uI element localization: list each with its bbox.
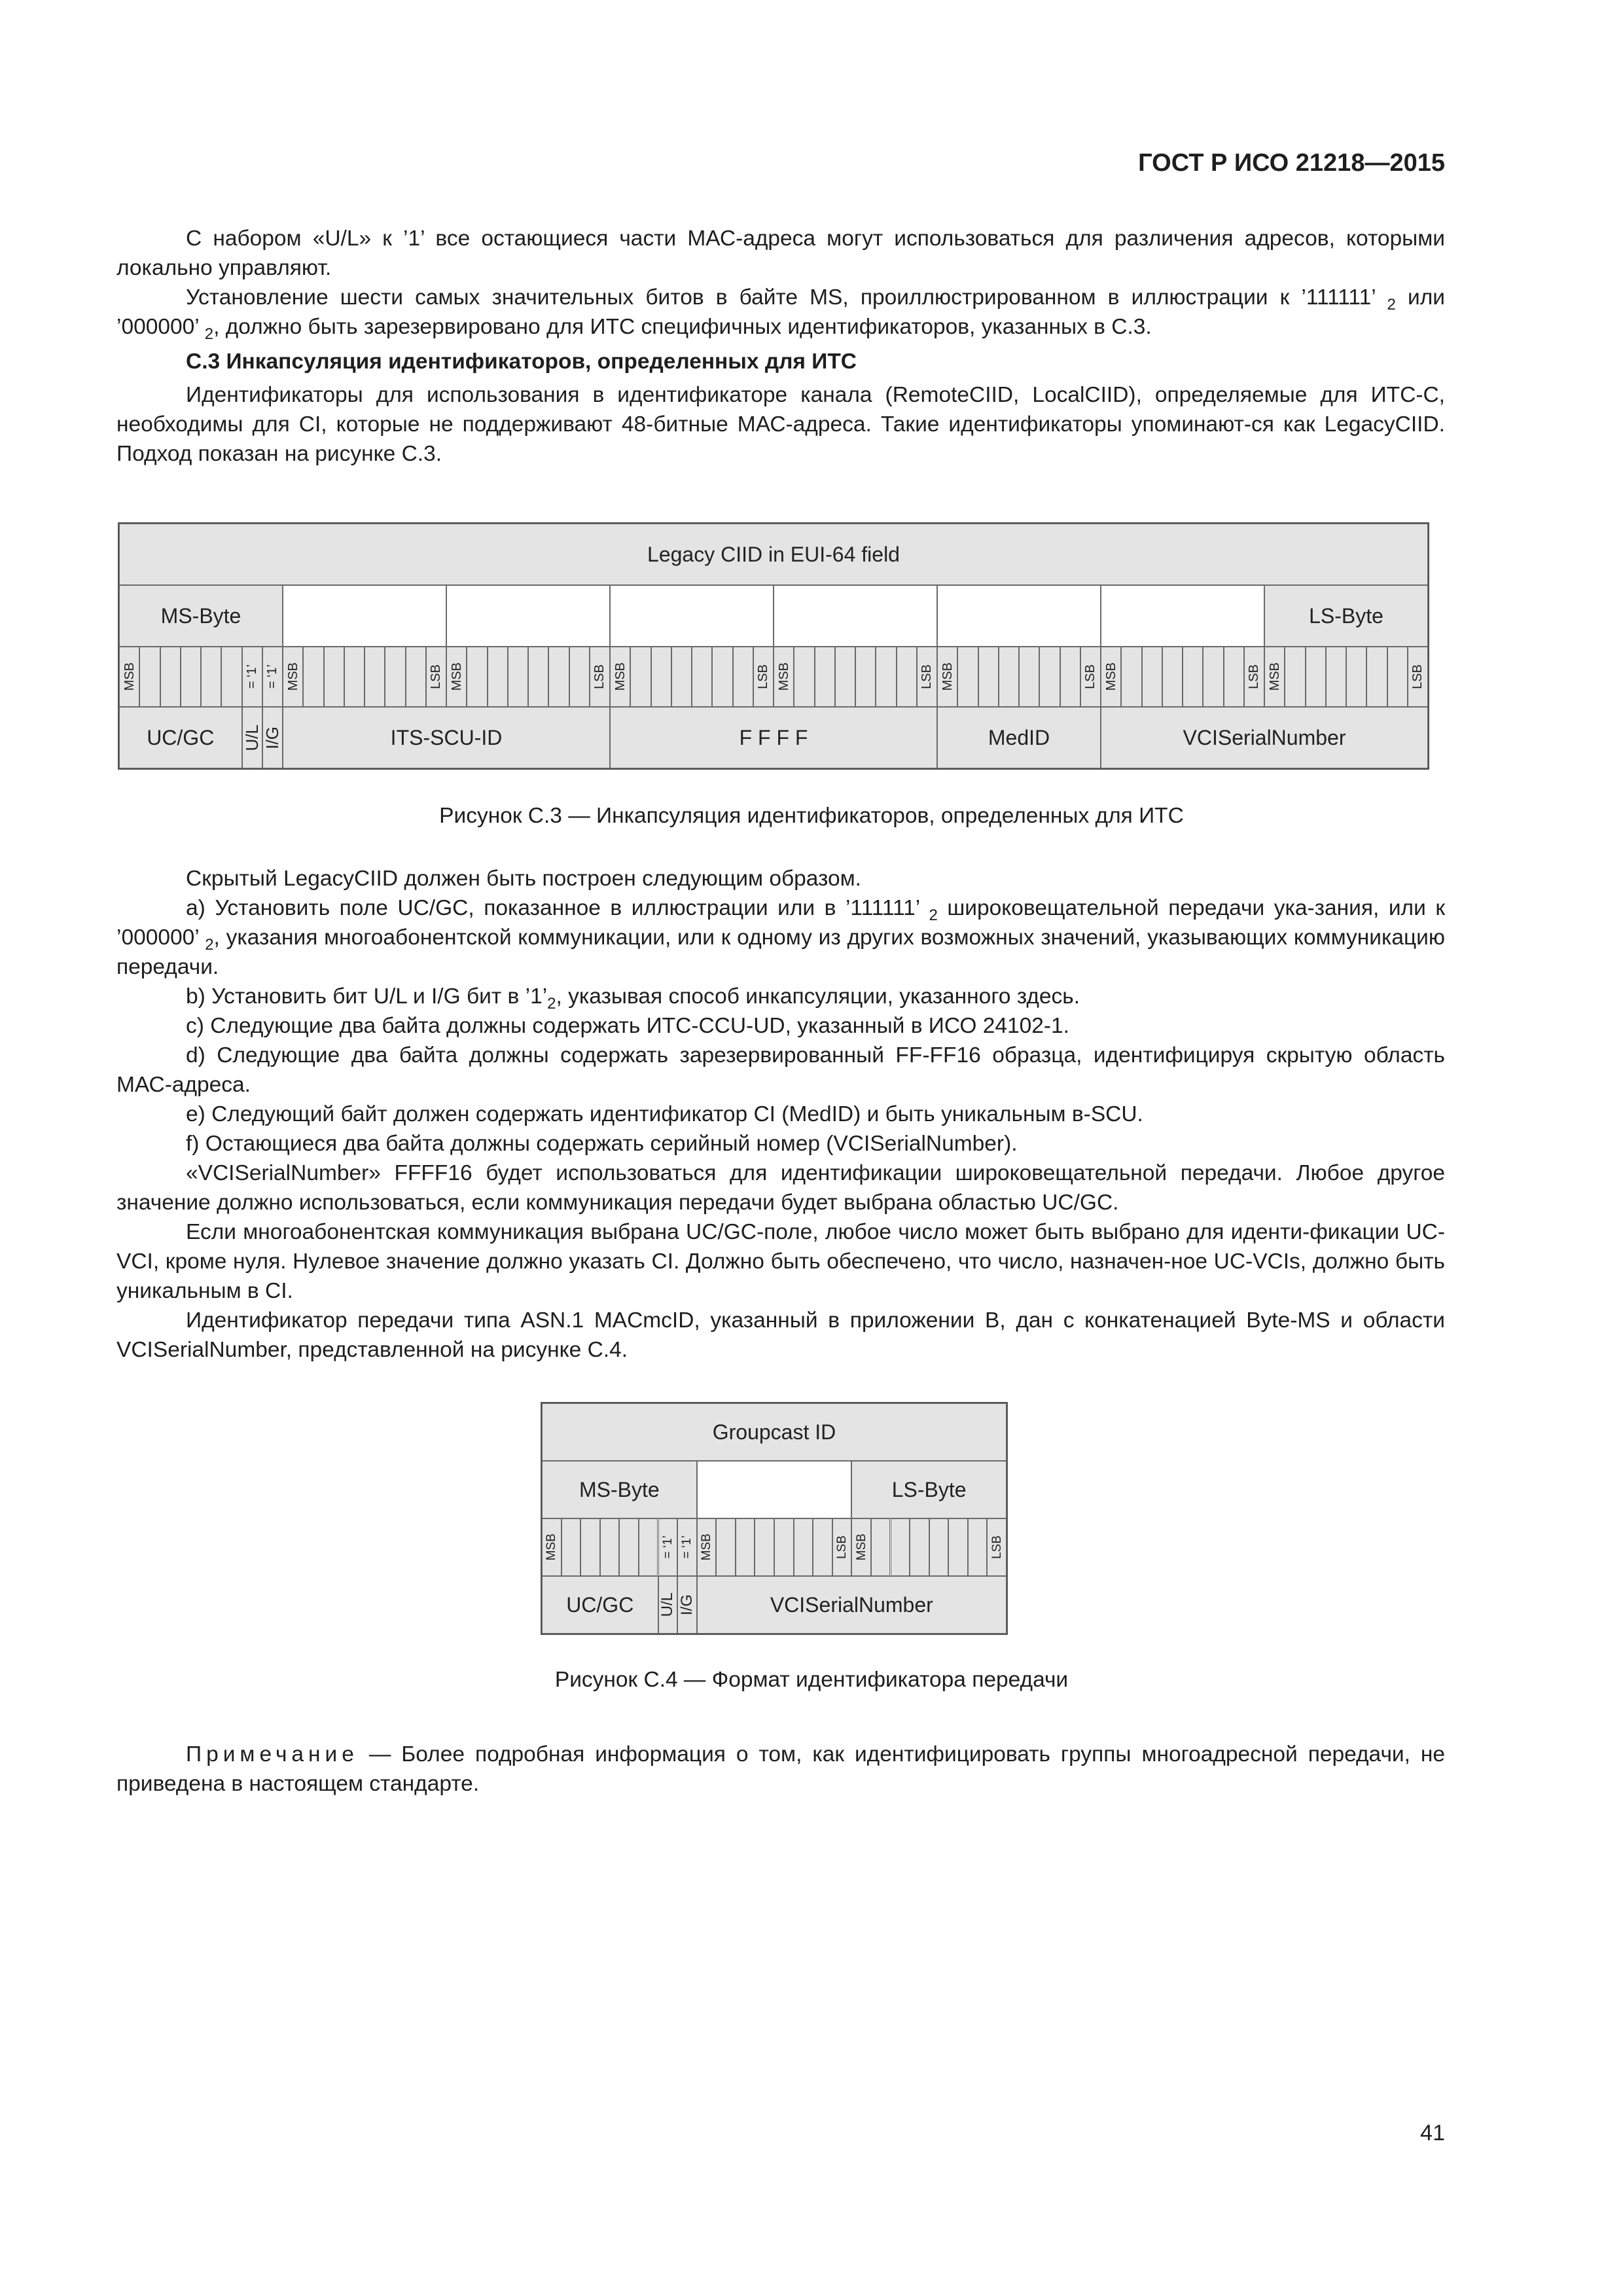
ul-field-label: U/L: [658, 1592, 677, 1617]
byte-cell: [446, 585, 610, 647]
msb-bit-cell: [1264, 647, 1285, 707]
bit-cell: [876, 647, 896, 707]
msb-bit-cell-label: MSB: [1267, 662, 1282, 691]
medid-field-label: MedID: [988, 725, 1050, 749]
lsb-bit-cell: [753, 647, 774, 707]
bit-cell: [1142, 647, 1162, 707]
text-run: , должно быть зарезервировано для ИТС специфичных идентификаторов, указанных в С.3.: [213, 315, 1152, 339]
note: [116, 1740, 1445, 1799]
vci-serial-field: [697, 1576, 1007, 1634]
msb-bit-cell-label: MSB: [854, 1534, 868, 1561]
bit-cell: [794, 647, 814, 707]
list-item: d) Следующие два байта должны содержать зарезервированный FF-FF16 образца, идентифицируя скрытую область МАС-адреса.: [116, 1043, 1445, 1097]
bit-cell: [1203, 647, 1223, 707]
bit-cell: [671, 647, 692, 707]
lsb-bit-cell-label: LSB: [919, 664, 935, 689]
bit-cell: [406, 647, 426, 707]
subscript: 2: [547, 995, 556, 1013]
ig-field-label: I/G: [677, 1594, 696, 1615]
bit-cell: [639, 1518, 658, 1576]
its-scu-id-field: [283, 707, 610, 768]
list-item: f) Остающиеся два байта должны содержать серийный номер (VCISerialNumber).: [186, 1132, 1018, 1156]
bit-cell: [467, 647, 487, 707]
msb-bit-cell: [774, 647, 794, 707]
bit-cell: [774, 1518, 794, 1576]
bit-cell: [1019, 647, 1039, 707]
ig-bit-cell-label: = ‘1’: [265, 664, 280, 689]
bit-cell: [528, 647, 548, 707]
note-block: [116, 1740, 1445, 1799]
bit-cell: [385, 647, 405, 707]
lsb-bit-cell-label: LSB: [592, 664, 607, 689]
lsb-bit-cell-label: LSB: [1083, 664, 1098, 689]
text-run: широковещательной передачи ука-зания, или к ’000000’: [116, 896, 1445, 950]
msb-bit-cell-label: MSB: [699, 1534, 713, 1561]
bit-cell: [488, 647, 508, 707]
bit-cell: [794, 1518, 813, 1576]
paragraph: «VCISerialNumber» FFFF16 будет использоваться для идентификации широковещательной передачи. Любое другое значение должно использоваться, если коммуникация передачи будет выбрана областью UC/GC.: [116, 1161, 1445, 1215]
paragraph: Скрытый LegacyCIID должен быть построен следующим образом.: [186, 867, 861, 891]
ig-bit-cell: [262, 647, 283, 707]
ul-bit-cell: [242, 647, 262, 707]
vci-serial-field-label: VCISerialNumber: [1183, 725, 1346, 749]
bit-cell: [1387, 647, 1408, 707]
ul-bit-cell: [658, 1518, 678, 1576]
msb-bit-cell-label: MSB: [122, 662, 137, 691]
byte-cell: [283, 585, 446, 647]
ul-field: [658, 1576, 678, 1634]
msb-bit-cell: [1101, 647, 1121, 707]
bit-cell: [1366, 647, 1387, 707]
msb-bit-cell: [697, 1518, 717, 1576]
vci-serial-field: [1101, 707, 1428, 768]
lsb-bit-cell-label: LSB: [429, 664, 444, 689]
ms-byte-cell-label: MS-Byte: [160, 603, 241, 628]
lsb-bit-cell-label: LSB: [756, 664, 771, 689]
lsb-bit-cell: [917, 647, 937, 707]
bit-cell: [548, 647, 569, 707]
bit-cell: [1039, 647, 1060, 707]
bit-cell: [835, 647, 855, 707]
bit-cell: [999, 647, 1019, 707]
bit-cell: [1121, 647, 1141, 707]
bit-cell: [1183, 647, 1203, 707]
bit-cell: [651, 647, 671, 707]
msb-bit-cell: [119, 647, 139, 707]
paragraph: С набором «U/L» к ’1’ все остающиеся части МАС-адреса могут использоваться для различения адресов, которыми локально управляют.: [116, 226, 1445, 280]
ls-byte-cell: [851, 1461, 1007, 1518]
bit-cell: [733, 647, 753, 707]
text-run: или ’000000’: [116, 285, 1445, 339]
ucgc-field: [119, 707, 242, 768]
bit-cell: [948, 1518, 968, 1576]
bit-cell: [365, 647, 385, 707]
text-run: b) Установить бит U/L и I/G бит в ’1’: [186, 984, 548, 1009]
byte-cell: [610, 585, 774, 647]
bit-cell: [910, 1518, 929, 1576]
msb-bit-cell: [446, 647, 467, 707]
ucgc-field-label: UC/GC: [147, 725, 215, 749]
note-label: Примечание: [186, 1742, 359, 1767]
ul-field-label: U/L: [242, 724, 262, 751]
msb-bit-cell: [851, 1518, 871, 1576]
bit-cell: [855, 647, 876, 707]
lsb-bit-cell-label: LSB: [835, 1535, 849, 1559]
msb-bit-cell: [542, 1518, 562, 1576]
lsb-bit-cell: [590, 647, 610, 707]
ucgc-field-label: UC/GC: [566, 1592, 634, 1617]
text-run: Установление шести самых значительных битов в байте MS, проиллюстрированном в иллюстрации к ’111111’: [186, 285, 1376, 310]
byte-cell: [697, 1461, 852, 1518]
lsb-bit-cell: [426, 647, 446, 707]
page-number: 41: [1420, 2121, 1445, 2145]
subscript: 2: [929, 906, 938, 924]
msb-bit-cell: [610, 647, 630, 707]
bit-cell: [600, 1518, 620, 1576]
ls-byte-cell: [1264, 585, 1428, 647]
bit-cell: [181, 647, 201, 707]
ig-field: [262, 707, 283, 768]
text-run: , указания многоабонентской коммуникации, или к одному из других возможных значений, указывающих коммуникацию передачи.: [116, 925, 1445, 979]
figure-title-cell-label: Groupcast ID: [712, 1420, 836, 1444]
bit-cell: [755, 1518, 774, 1576]
bit-cell: [871, 1518, 891, 1576]
msb-bit-cell-label: MSB: [449, 662, 464, 691]
ul-bit-cell-label: = ‘1’: [660, 1535, 675, 1559]
bit-cell: [562, 1518, 581, 1576]
figure-title-cell: [119, 524, 1428, 585]
ls-byte-cell-label: LS-Byte: [1309, 603, 1383, 628]
msb-bit-cell: [937, 647, 957, 707]
msb-bit-cell-label: MSB: [544, 1534, 559, 1561]
section-heading: С.3 Инкапсуляция идентификаторов, определенных для ИТС: [186, 350, 857, 374]
lsb-bit-cell-label: LSB: [990, 1535, 1004, 1559]
bit-cell: [815, 647, 835, 707]
body-text-top: [116, 224, 1445, 469]
ul-bit-cell-label: = ‘1’: [245, 664, 260, 689]
bit-cell: [160, 647, 181, 707]
bit-cell: [1326, 647, 1346, 707]
figure-caption: Рисунок С.4 — Формат идентификатора передачи: [554, 1668, 1069, 1692]
bit-cell: [897, 647, 917, 707]
ms-byte-cell: [542, 1461, 697, 1518]
bit-cell: [929, 1518, 949, 1576]
ls-byte-cell-label: LS-Byte: [891, 1477, 967, 1501]
bit-cell: [1346, 647, 1366, 707]
msb-bit-cell-label: MSB: [776, 662, 791, 691]
note-text: — Более подробная информация о том, как идентифицировать группы многоадресной передачи, не приведена в настоящем стандарте.: [116, 1742, 1445, 1796]
vci-serial-field-label: VCISerialNumber: [770, 1592, 933, 1617]
bit-cell: [619, 1518, 639, 1576]
text-run: , указывая способ инкапсуляции, указанного здесь.: [556, 984, 1080, 1009]
lsb-bit-cell: [1408, 647, 1428, 707]
subscript: 2: [205, 936, 214, 954]
lsb-bit-cell: [1080, 647, 1101, 707]
list-item: е) Следующий байт должен содержать идентификатор CI (MedID) и быть уникальным в-SCU.: [186, 1102, 1143, 1126]
bit-cell: [712, 647, 732, 707]
ig-field: [677, 1576, 697, 1634]
ms-byte-cell: [119, 585, 283, 647]
subscript: 2: [204, 325, 214, 343]
bit-cell: [716, 1518, 736, 1576]
figure-caption: Рисунок С.3 — Инкапсуляция идентификаторов, определенных для ИТС: [439, 804, 1184, 828]
list-item: с) Следующие два байта должны содержать ИТС-CCU-UD, указанный в ИСО 24102-1.: [186, 1014, 1069, 1038]
bit-cell: [1060, 647, 1080, 707]
bit-cell: [891, 1518, 910, 1576]
bit-cell: [1162, 647, 1183, 707]
list-item: [116, 982, 1445, 1011]
bit-cell: [344, 647, 365, 707]
msb-bit-cell-label: MSB: [1103, 662, 1118, 691]
figure-title-cell: [542, 1403, 1007, 1461]
bit-cell: [1224, 647, 1244, 707]
bit-cell: [139, 647, 160, 707]
ffff-field-label: F F F F: [739, 725, 808, 749]
lsb-bit-cell: [987, 1518, 1007, 1576]
lsb-bit-cell: [1244, 647, 1264, 707]
subscript: 2: [1387, 296, 1396, 314]
bit-cell: [324, 647, 344, 707]
bit-cell: [968, 1518, 988, 1576]
lsb-bit-cell-label: LSB: [1410, 664, 1425, 689]
byte-cell: [937, 585, 1101, 647]
paragraph: [116, 283, 1445, 342]
bit-cell: [221, 647, 241, 707]
paragraph: Идентификатор передачи типа ASN.1 MACmcID, указанный в приложении В, дан с конкатенацией Byte-MS и области VCISerialNumber, представленной на рисунке С.4.: [116, 1308, 1445, 1362]
bit-cell: [201, 647, 221, 707]
byte-cell: [774, 585, 937, 647]
bit-cell: [957, 647, 978, 707]
msb-bit-cell-label: MSB: [285, 662, 300, 691]
bit-cell: [736, 1518, 755, 1576]
bit-cell: [630, 647, 651, 707]
ucgc-field: [542, 1576, 658, 1634]
ig-bit-cell: [677, 1518, 697, 1576]
lsb-bit-cell: [832, 1518, 852, 1576]
figure-title-cell-label: Legacy CIID in EUI-64 field: [647, 542, 900, 566]
figure-c4-diagram: [541, 1402, 1008, 1635]
ig-field-label: I/G: [262, 726, 283, 749]
bit-cell: [580, 1518, 600, 1576]
bit-cell: [1285, 647, 1305, 707]
ig-bit-cell-label: = ‘1’: [680, 1535, 694, 1559]
bit-cell: [508, 647, 528, 707]
text-run: а) Установить поле UC/GC, показанное в иллюстрации или в ’111111’: [186, 896, 919, 920]
medid-field: [937, 707, 1101, 768]
lsb-bit-cell-label: LSB: [1247, 664, 1262, 689]
its-scu-id-field-label: ITS-SCU-ID: [390, 725, 503, 749]
body-text-list: [116, 864, 1445, 1365]
bit-cell: [303, 647, 323, 707]
bit-cell: [1306, 647, 1326, 707]
bit-cell: [692, 647, 712, 707]
byte-cell: [1101, 585, 1264, 647]
ffff-field: [610, 707, 937, 768]
bit-cell: [978, 647, 999, 707]
ul-field: [242, 707, 262, 768]
ms-byte-cell-label: MS-Byte: [579, 1477, 660, 1501]
list-item: [116, 893, 1445, 982]
paragraph: Если многоабонентская коммуникация выбрана UC/GC-поле, любое число может быть выбрано для иденти-фикации UC-VCI, кроме нуля. Нулевое значение должно указать CI. Должно быть обеспечено, что число, назначен-ное UC-VCIs, должно быть уникальным в CI.: [116, 1220, 1445, 1303]
paragraph: Идентификаторы для использования в идентификаторе канала (RemoteCIID, LocalCIID), определяемые для ИТС-С, необходимы для CI, которые не поддерживают 48-битные МАС-адреса. Такие идентификаторы упоминают-ся как LegacyCIID. Подход показан на рисунке С.3.: [116, 383, 1445, 466]
msb-bit-cell-label: MSB: [940, 662, 955, 691]
bit-cell: [569, 647, 590, 707]
msb-bit-cell: [283, 647, 303, 707]
doc-header: ГОСТ Р ИСО 21218—2015: [1138, 149, 1445, 177]
bit-cell: [813, 1518, 832, 1576]
figure-c3-diagram: [118, 522, 1429, 770]
msb-bit-cell-label: MSB: [613, 662, 628, 691]
